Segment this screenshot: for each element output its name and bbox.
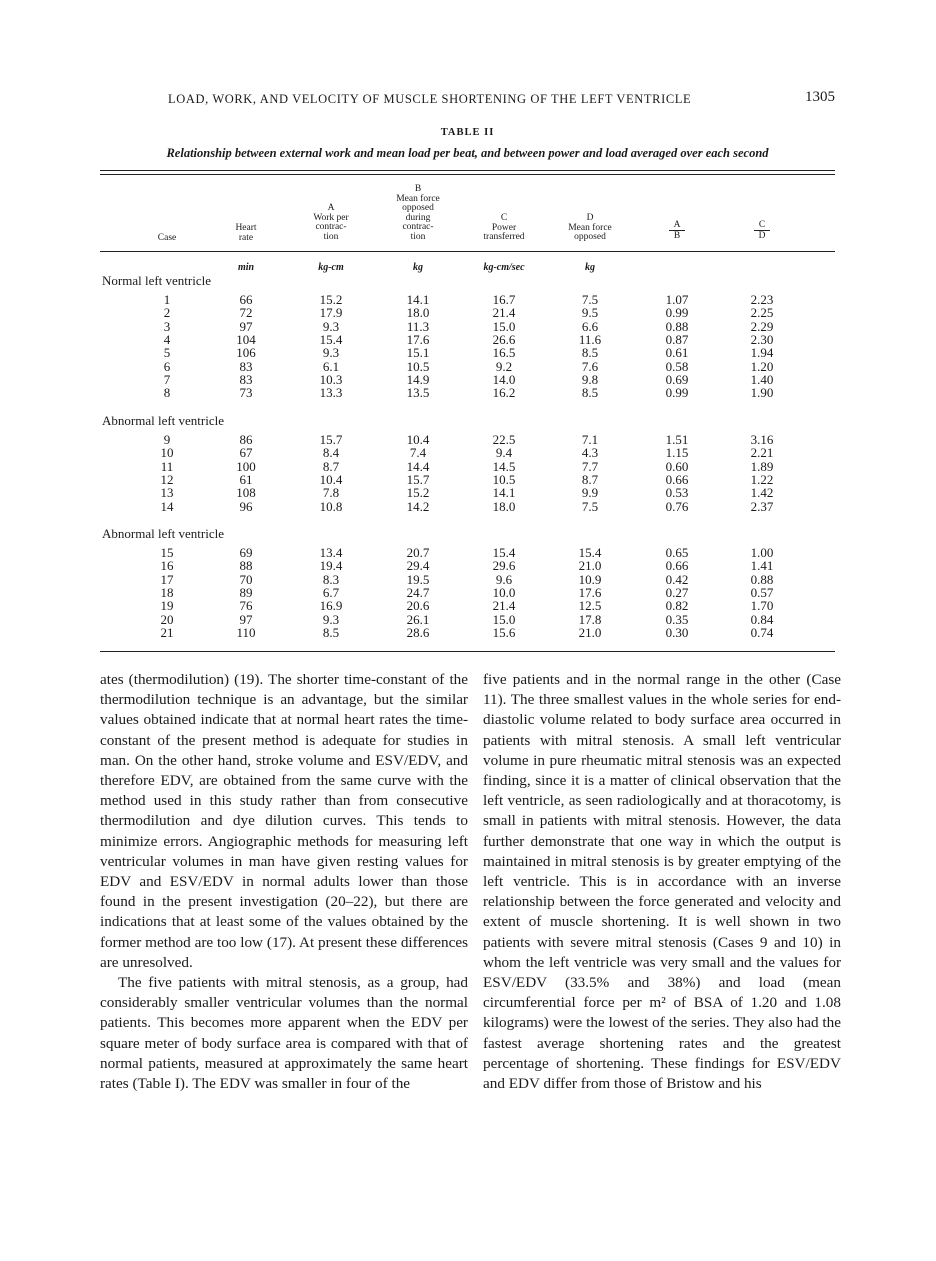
table-cell-mean-force-contraction: 20.7 [406,545,430,560]
table-cell-power: 15.0 [492,318,516,334]
table-cell-ratio-a-b: 0.42 [665,571,689,587]
table-cell-heart-rate: 100 [236,458,256,474]
table-cell-mean-force-contraction: 20.6 [406,598,430,614]
table-cell-heart-rate: 73 [239,385,253,401]
table-cell-heart-rate: 86 [239,432,253,447]
table-cell-heart-rate: 69 [239,545,253,560]
table-cell-case: 15 [160,545,174,560]
table-cell-power: 16.7 [492,292,516,307]
table-cell-heart-rate: 67 [239,445,253,461]
col-header-a-work: A Work per contrac- tion [313,203,349,242]
table-cell-work: 16.9 [319,598,343,614]
table-cell-work: 10.8 [319,498,343,514]
table-cell-mean-force: 10.9 [578,571,602,587]
table-cell-mean-force: 6.6 [581,318,599,334]
table-caption: Relationship between external work and mean load per beat, and between power and load averaged over each second [166,146,769,160]
table-cell-power: 18.0 [492,498,516,514]
table-cell-ratio-c-d: 0.57 [750,584,774,600]
table-cell-ratio-c-d: 0.88 [750,571,774,587]
table-cell-ratio-c-d: 2.37 [750,498,774,514]
table-cell-mean-force-contraction: 18.0 [406,305,430,321]
table-cell-case: 16 [160,558,174,574]
table-cell-mean-force: 4.3 [581,445,599,461]
table-cell-work: 15.2 [319,292,343,307]
table-cell-work: 6.7 [322,584,340,600]
table-cell-mean-force-contraction: 15.2 [406,485,430,501]
table-cell-mean-force-contraction: 14.9 [406,371,430,387]
table-cell-power: 10.0 [492,584,516,600]
table-cell-ratio-a-b: 1.07 [665,292,689,307]
table-cell-ratio-c-d: 1.41 [750,558,774,574]
table-cell-mean-force-contraction: 26.1 [406,611,430,627]
table-cell-ratio-c-d: 1.70 [750,598,774,614]
table-cell-case: 20 [160,611,174,627]
table-cell-ratio-a-b: 1.51 [665,432,689,447]
table-cell-ratio-a-b: 1.15 [665,445,689,461]
table-cell-mean-force: 8.5 [581,345,599,361]
table-cell-mean-force-contraction: 15.1 [406,345,430,361]
table-cell-mean-force-contraction: 17.6 [406,331,430,347]
table-top-rule-2 [100,174,835,175]
table-cell-case: 21 [160,624,174,640]
table-cell-power: 15.6 [492,624,516,640]
col-header-case: Case [157,233,177,243]
table-cell-power: 14.0 [492,371,516,387]
table-cell-case: 13 [160,485,174,501]
table-cell-work: 15.4 [319,331,343,347]
table-cell-ratio-c-d: 2.21 [750,445,774,461]
table-cell-case: 10 [160,445,174,461]
table-cell-ratio-c-d: 2.30 [750,331,774,347]
table-cell-heart-rate: 72 [239,305,253,321]
table-cell-mean-force-contraction: 19.5 [406,571,430,587]
table-cell-mean-force: 7.6 [581,358,599,374]
table-cell-mean-force: 21.0 [578,558,602,574]
table-cell-ratio-a-b: 0.66 [665,471,689,487]
table-cell-mean-force-contraction: 14.2 [406,498,430,514]
table-cell-mean-force: 7.5 [581,292,599,307]
table-cell-ratio-c-d: 1.22 [750,471,774,487]
table-cell-ratio-c-d: 1.94 [750,345,774,361]
table-cell-heart-rate: 106 [236,345,256,361]
section-label: Abnormal left ventricle [102,526,225,541]
table-cell-mean-force: 9.9 [581,485,599,501]
table-cell-power: 14.5 [492,458,516,474]
table-cell-mean-force: 7.5 [581,498,599,514]
table-cell-ratio-a-b: 0.66 [665,558,689,574]
table-cell-power: 26.6 [492,331,516,347]
table-cell-heart-rate: 61 [239,471,253,487]
table-cell-ratio-c-d: 1.90 [750,385,774,401]
table-cell-ratio-a-b: 0.82 [665,598,689,614]
table-cell-ratio-c-d: 3.16 [750,432,774,447]
table-cell-case: 19 [160,598,174,614]
table-cell-mean-force: 8.7 [581,471,599,487]
table-cell-case: 6 [163,358,171,374]
table-cell-ratio-a-b: 0.53 [665,485,689,501]
table-cell-work: 17.9 [319,305,343,321]
table-cell-heart-rate: 88 [239,558,253,574]
running-header [100,88,835,110]
table-cell-case: 3 [163,318,171,334]
table-cell-power: 22.5 [492,432,516,447]
table-cell-case: 8 [163,385,171,401]
table-cell-ratio-c-d: 1.20 [750,358,774,374]
table-cell-heart-rate: 70 [239,571,253,587]
table-cell-work: 8.3 [322,571,340,587]
table-cell-heart-rate: 104 [236,331,256,347]
table-cell-mean-force: 21.0 [578,624,602,640]
table-cell-ratio-c-d: 1.42 [750,485,774,501]
table-header-rule [100,251,835,252]
table-cell-ratio-a-b: 0.60 [665,458,689,474]
table-cell-work: 13.4 [319,545,343,560]
table-bottom-rule [100,651,835,652]
table-cell-work: 6.1 [322,358,340,374]
table-cell-case: 2 [163,305,171,321]
table-cell-heart-rate: 89 [239,584,253,600]
table-cell-case: 5 [163,345,171,361]
running-title: LOAD, WORK, AND VELOCITY OF MUSCLE SHORTENING OF THE LEFT VENTRICLE [168,92,692,106]
table-cell-case: 11 [160,458,174,474]
unit-a: kg-cm [318,262,344,273]
table-cell-mean-force-contraction: 24.7 [406,584,430,600]
body-column-right [483,670,841,1094]
table-cell-mean-force: 7.7 [581,458,599,474]
table-cell-ratio-c-d: 2.23 [750,292,774,307]
table-cell-mean-force-contraction: 13.5 [406,385,430,401]
table-cell-ratio-c-d: 2.25 [750,305,774,321]
table-cell-case: 12 [160,471,174,487]
table-top-rule-1 [100,170,835,171]
col-header-c-power: C Power transferred [483,213,525,242]
table-cell-case: 17 [160,571,174,587]
table-cell-ratio-a-b: 0.30 [665,624,689,640]
table-cell-ratio-c-d: 1.89 [750,458,774,474]
table-cell-heart-rate: 97 [239,318,253,334]
table-cell-case: 4 [163,331,171,347]
table-cell-ratio-c-d: 0.74 [750,624,774,640]
table-cell-ratio-c-d: 0.84 [750,611,774,627]
table-cell-power: 10.5 [492,471,516,487]
table-cell-mean-force-contraction: 11.3 [406,318,430,334]
table-cell-work: 8.4 [322,445,340,461]
col-header-c-over-d: $\frac{C}{D}$ [754,220,770,241]
table-cell-ratio-a-b: 0.58 [665,358,689,374]
table-cell-ratio-a-b: 0.99 [665,305,689,321]
table-cell-work: 10.4 [319,471,343,487]
table-cell-ratio-a-b: 0.99 [665,385,689,401]
table-cell-power: 21.4 [492,305,516,321]
table-cell-power: 15.0 [492,611,516,627]
table-cell-work: 13.3 [319,385,343,401]
table-cell-power: 16.5 [492,345,516,361]
table-cell-mean-force: 8.5 [581,385,599,401]
table-cell-heart-rate: 97 [239,611,253,627]
page-number: 1305 [805,89,835,105]
table-cell-mean-force: 12.5 [578,598,602,614]
section-label: Normal left ventricle [102,273,212,288]
table-cell-mean-force-contraction: 15.7 [406,471,430,487]
table-cell-mean-force-contraction: 10.4 [406,432,430,447]
table-cell-power: 9.2 [495,358,513,374]
table-title: TABLE II [440,127,495,138]
table-cell-power: 9.6 [495,571,513,587]
table-cell-case: 18 [160,584,174,600]
col-header-b-mean-force: B Mean force opposed during contrac- tion [396,184,440,242]
table-cell-ratio-c-d: 1.40 [750,371,774,387]
table-cell-case: 9 [163,432,171,447]
col-header-heart-rate: Heart rate [235,223,257,243]
table-cell-ratio-c-d: 1.00 [750,545,774,560]
paragraph: The five patients with mitral stenosis, as a group, had considerably smaller ventricular volumes than the normal patients. This becomes more apparent when the EDV per square meter of body surface area is compared with that of normal patients, measured at approximately the same heart rates (Table I). The EDV was smaller in four of the [100,974,468,1093]
table-cell-case: 7 [163,371,171,387]
table-cell-mean-force: 11.6 [578,331,602,347]
table-cell-case: 14 [160,498,174,514]
table-cell-work: 9.3 [322,345,340,361]
table-cell-mean-force-contraction: 7.4 [409,445,427,461]
body-column-left [100,670,468,1094]
table-cell-power: 15.4 [492,545,516,560]
table-cell-work: 8.5 [322,624,340,640]
table-cell-mean-force-contraction: 29.4 [406,558,430,574]
table-cell-mean-force-contraction: 14.4 [406,458,430,474]
table-cell-mean-force: 15.4 [578,545,602,560]
table-cell-power: 16.2 [492,385,516,401]
table-cell-mean-force: 17.8 [578,611,602,627]
table-cell-work: 8.7 [322,458,340,474]
table-cell-work: 15.7 [319,432,343,447]
table-cell-work: 19.4 [319,558,343,574]
col-header-d-mean-force: D Mean force opposed [568,213,612,242]
table-cell-power: 9.4 [495,445,513,461]
unit-b: kg [413,262,423,273]
table-cell-mean-force-contraction: 10.5 [406,358,430,374]
table-cell-work: 9.3 [322,611,340,627]
table-cell-case: 1 [163,292,171,307]
table-cell-mean-force: 7.1 [581,432,599,447]
table-cell-mean-force: 9.8 [581,371,599,387]
table-cell-power: 21.4 [492,598,516,614]
table-cell-heart-rate: 66 [239,292,253,307]
table-cell-ratio-a-b: 0.35 [665,611,689,627]
table-cell-mean-force-contraction: 14.1 [406,292,430,307]
table-cell-ratio-a-b: 0.65 [665,545,689,560]
table-cell-ratio-a-b: 0.27 [665,584,689,600]
unit-rate: min [237,262,255,273]
section-label: Abnormal left ventricle [102,413,225,428]
unit-c: kg-cm/sec [483,262,525,273]
table-cell-ratio-a-b: 0.69 [665,371,689,387]
table-cell-heart-rate: 83 [239,358,253,374]
table-cell-ratio-a-b: 0.76 [665,498,689,514]
table-cell-heart-rate: 76 [239,598,253,614]
table-cell-power: 29.6 [492,558,516,574]
table-cell-heart-rate: 108 [236,485,256,501]
paragraph: five patients and in the normal range in the other (Case 11). The three smallest values in the whole series for end-diastolic volume related to body surface area occurred in patients with mitral stenosis. A small left ventricular volume in pure rheumatic mitral stenosis was an expected finding, since it is a matter of clinical observation that the left ventricle, as seen radiologically and at thoracotomy, is small in patients with mitral stenosis. However, the data further demonstrate that one way in which the output is maintained in mitral stenosis is by greater emptying of the left ventricle. This is in accordance with an inverse relationship between the force generated and velocity and extent of muscle shortening. It is well shown in two patients with severe mitral stenosis (Cases 9 and 10) in whom the left ventricle was very small and the values for ESV/EDV (33.5% and 38%) and load (mean circumferential force per m² of BSA of 1.20 and 1.08 kilograms) were the lowest of the series. They also had the fastest average shortening rates and the greatest percentage of shortening. These findings for ESV/EDV and EDV differ from those of Bristow and his [483,671,841,1093]
table-cell-mean-force: 17.6 [578,584,602,600]
paragraph: ates (thermodilution) (19). The shorter time-constant of the thermodilution technique is an advantage, but the similar values obtained indicate that at normal heart rates the time-constant of the present method is adequate for studies in man. On the other hand, stroke volume and ESV/EDV, and therefore EDV, are obtained from the same curve with the method used in this study rather than from consecutive thermodilution and dye dilution curves. This tends to minimize errors. Angiographic methods for measuring left ventricular volumes in man have given resting values for EDV and ESV/EDV in normal adults lower than those found in the present investigation (20–22), but there are indications that at least some of the values obtained by the former method are too low (17). At present these differences are unresolved. [100,671,468,971]
table-cell-heart-rate: 110 [236,624,256,640]
col-header-a-over-b: $\frac{A}{B}$ [669,220,685,241]
table-cell-heart-rate: 96 [239,498,253,514]
table-cell-ratio-a-b: 0.88 [665,318,689,334]
table-cell-work: 9.3 [322,318,340,334]
unit-d: kg [585,262,595,273]
table-cell-ratio-a-b: 0.87 [665,331,689,347]
table-cell-work: 7.8 [322,485,340,501]
table-cell-power: 14.1 [492,485,516,501]
table-cell-mean-force-contraction: 28.6 [406,624,430,640]
table-cell-heart-rate: 83 [239,371,253,387]
table-cell-work: 10.3 [319,371,343,387]
table-cell-ratio-c-d: 2.29 [750,318,774,334]
table-cell-mean-force: 9.5 [581,305,599,321]
table-cell-ratio-a-b: 0.61 [665,345,689,361]
